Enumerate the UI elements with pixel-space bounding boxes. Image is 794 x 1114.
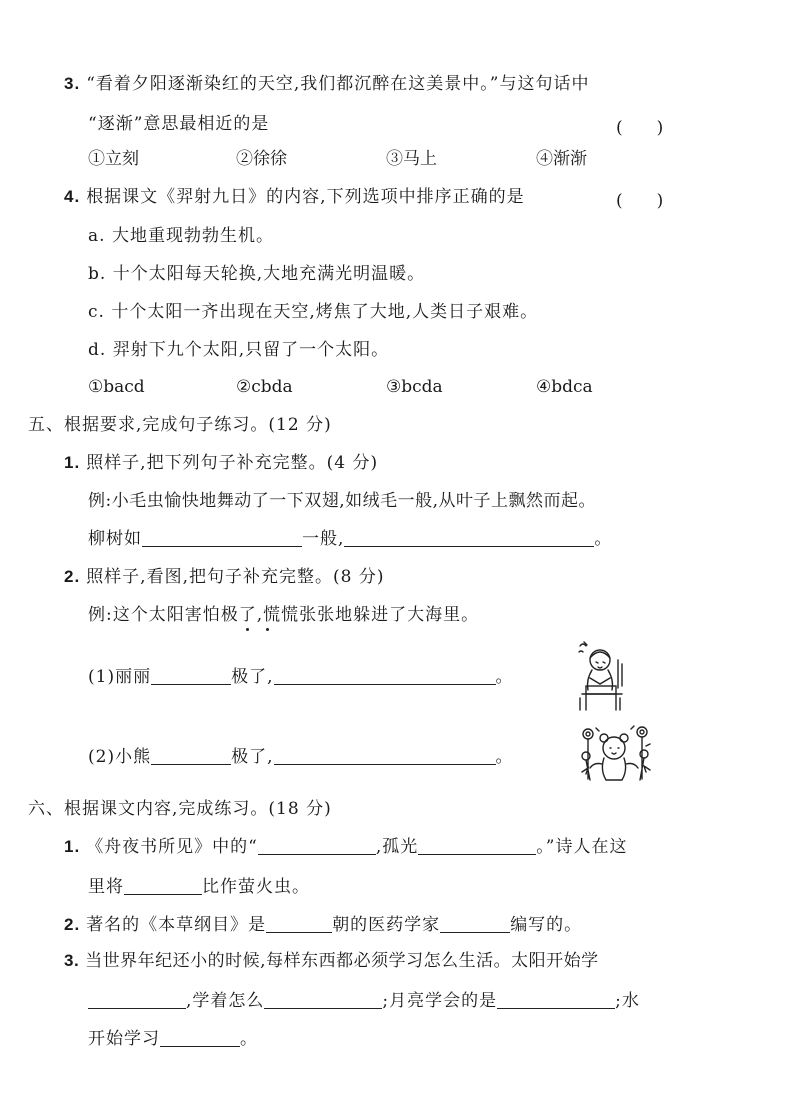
s6-q2-blank-2[interactable] <box>440 914 510 933</box>
s5-q2-example: 例:这个太阳害怕极了,慌慌张张地躲进了大海里。 <box>88 605 480 625</box>
s6-q3-line3 <box>88 1028 258 1050</box>
girl-at-desk-illustration <box>572 640 628 712</box>
q4-option-4[interactable]: ④bdca <box>536 377 593 397</box>
s6-q1-blank-2[interactable] <box>418 836 536 855</box>
s5-q2-s1-c: 。 <box>495 667 514 687</box>
s6-q1-blank-3[interactable] <box>124 876 202 895</box>
q3-stem: “看着夕阳逐渐染红的天空,我们都沉醉在这美景中。”与这句话中 <box>86 74 590 94</box>
s6-q3-e: 开始学习 <box>88 1029 160 1049</box>
s6-q2-b: 朝的医药学家 <box>332 915 441 935</box>
s5-q1-blank-2[interactable] <box>344 528 594 547</box>
q3-answer-paren[interactable]: ( ) <box>616 118 664 138</box>
q4-stem: 根据课文《羿射九日》的内容,下列选项中排序正确的是 <box>86 187 525 207</box>
s6-q1-a: 《舟夜书所见》中的“ <box>86 837 258 857</box>
section-6-title: 六、根据课文内容,完成练习。(18 分) <box>28 799 332 819</box>
s6-q1-line2 <box>88 876 310 898</box>
q3-number: 3. <box>64 74 81 93</box>
s5-q1-fill-line <box>88 528 612 550</box>
q3-line1 <box>64 73 589 95</box>
q3-line2: “逐渐”意思最相近的是 <box>88 114 270 134</box>
q4-item-d: d. 羿射下九个太阳,只留了一个太阳。 <box>88 340 390 360</box>
s6-q2-line <box>64 914 582 936</box>
section-5-title: 五、根据要求,完成句子练习。(12 分) <box>28 415 332 435</box>
s5-q2-s2-blank-1[interactable] <box>151 746 231 765</box>
q4-answer-paren[interactable]: ( ) <box>616 191 664 211</box>
s5-q2-s1-a: (1)丽丽 <box>88 667 152 687</box>
s5-q2-s1-b: 极了, <box>231 667 274 687</box>
s6-q3-number: 3. <box>64 951 80 970</box>
s6-q3-d: ;水 <box>615 991 640 1011</box>
s6-q3-line1 <box>64 950 599 972</box>
s5-q1-stem: 照样子,把下列句子补充完整。(4 分) <box>86 453 379 473</box>
q4-option-2[interactable]: ②cbda <box>236 377 293 397</box>
s6-q3-blank-4[interactable] <box>160 1028 240 1047</box>
s5-q2-sentence-1 <box>88 666 514 688</box>
q4-item-a: a. 大地重现勃勃生机。 <box>88 226 274 246</box>
s5-q1-blank-1[interactable] <box>142 528 302 547</box>
s5-q1-fill-c: 。 <box>594 529 613 549</box>
s5-q2-line <box>64 566 384 588</box>
s6-q3-b: ,学着怎么 <box>186 991 265 1011</box>
q4-line <box>64 186 525 208</box>
s5-q2-s2-b: 极了, <box>231 747 274 767</box>
s6-q3-f: 。 <box>240 1029 258 1049</box>
q3-option-3[interactable]: ③马上 <box>386 149 437 169</box>
bear-with-flowers-illustration <box>580 722 652 786</box>
s5-q2-s1-blank-1[interactable] <box>151 666 231 685</box>
s5-q2-s2-blank-2[interactable] <box>274 746 496 765</box>
s6-q1-c: 。”诗人在这 <box>536 837 628 857</box>
s6-q2-a: 著名的《本草纲目》是 <box>86 915 267 935</box>
q4-item-b: b. 十个太阳每天轮换,大地充满光明温暖。 <box>88 264 426 284</box>
s6-q3-a: 当世界年纪还小的时候,每样东西都必须学习怎么生活。太阳开始学 <box>85 951 599 971</box>
s6-q1-blank-1[interactable] <box>258 836 376 855</box>
q4-number: 4. <box>64 187 81 206</box>
emphasis-dot <box>246 628 249 631</box>
s6-q3-blank-1[interactable] <box>88 990 186 1009</box>
s6-q1-e: 比作萤火虫。 <box>202 877 310 897</box>
emphasis-dot <box>266 628 269 631</box>
s5-q1-line <box>64 452 378 474</box>
q3-option-2[interactable]: ②徐徐 <box>236 149 287 169</box>
s6-q3-blank-2[interactable] <box>264 990 382 1009</box>
s6-q2-c: 编写的。 <box>510 915 583 935</box>
s5-q1-example: 例:小毛虫愉快地舞动了一下双翅,如绒毛一般,从叶子上飘然而起。 <box>88 491 597 511</box>
q4-option-1[interactable]: ①bacd <box>88 377 145 397</box>
s6-q3-line2 <box>88 990 640 1012</box>
s5-q2-s1-blank-2[interactable] <box>274 666 496 685</box>
s5-q1-fill-a: 柳树如 <box>88 529 142 549</box>
s6-q3-blank-3[interactable] <box>497 990 615 1009</box>
s5-q2-stem: 照样子,看图,把句子补充完整。(8 分) <box>86 567 385 587</box>
s5-q2-number: 2. <box>64 567 81 586</box>
q4-item-c: c. 十个太阳一齐出现在天空,烤焦了大地,人类日子艰难。 <box>88 302 539 322</box>
q3-option-4[interactable]: ④渐渐 <box>536 149 587 169</box>
s5-q2-s2-a: (2)小熊 <box>88 747 152 767</box>
s6-q1-b: ,孤光 <box>375 837 419 857</box>
s6-q1-d: 里将 <box>88 877 124 897</box>
q4-option-3[interactable]: ③bcda <box>386 377 443 397</box>
s5-q2-sentence-2 <box>88 746 514 768</box>
s5-q2-s2-c: 。 <box>495 747 514 767</box>
s5-q1-number: 1. <box>64 453 81 472</box>
s6-q1-line1 <box>64 836 628 858</box>
s6-q1-number: 1. <box>64 837 81 856</box>
s6-q2-number: 2. <box>64 915 81 934</box>
q3-option-1[interactable]: ①立刻 <box>88 149 139 169</box>
s6-q3-c: ;月亮学会的是 <box>382 991 498 1011</box>
s6-q2-blank-1[interactable] <box>266 914 332 933</box>
s5-q1-fill-b: 一般, <box>302 529 345 549</box>
